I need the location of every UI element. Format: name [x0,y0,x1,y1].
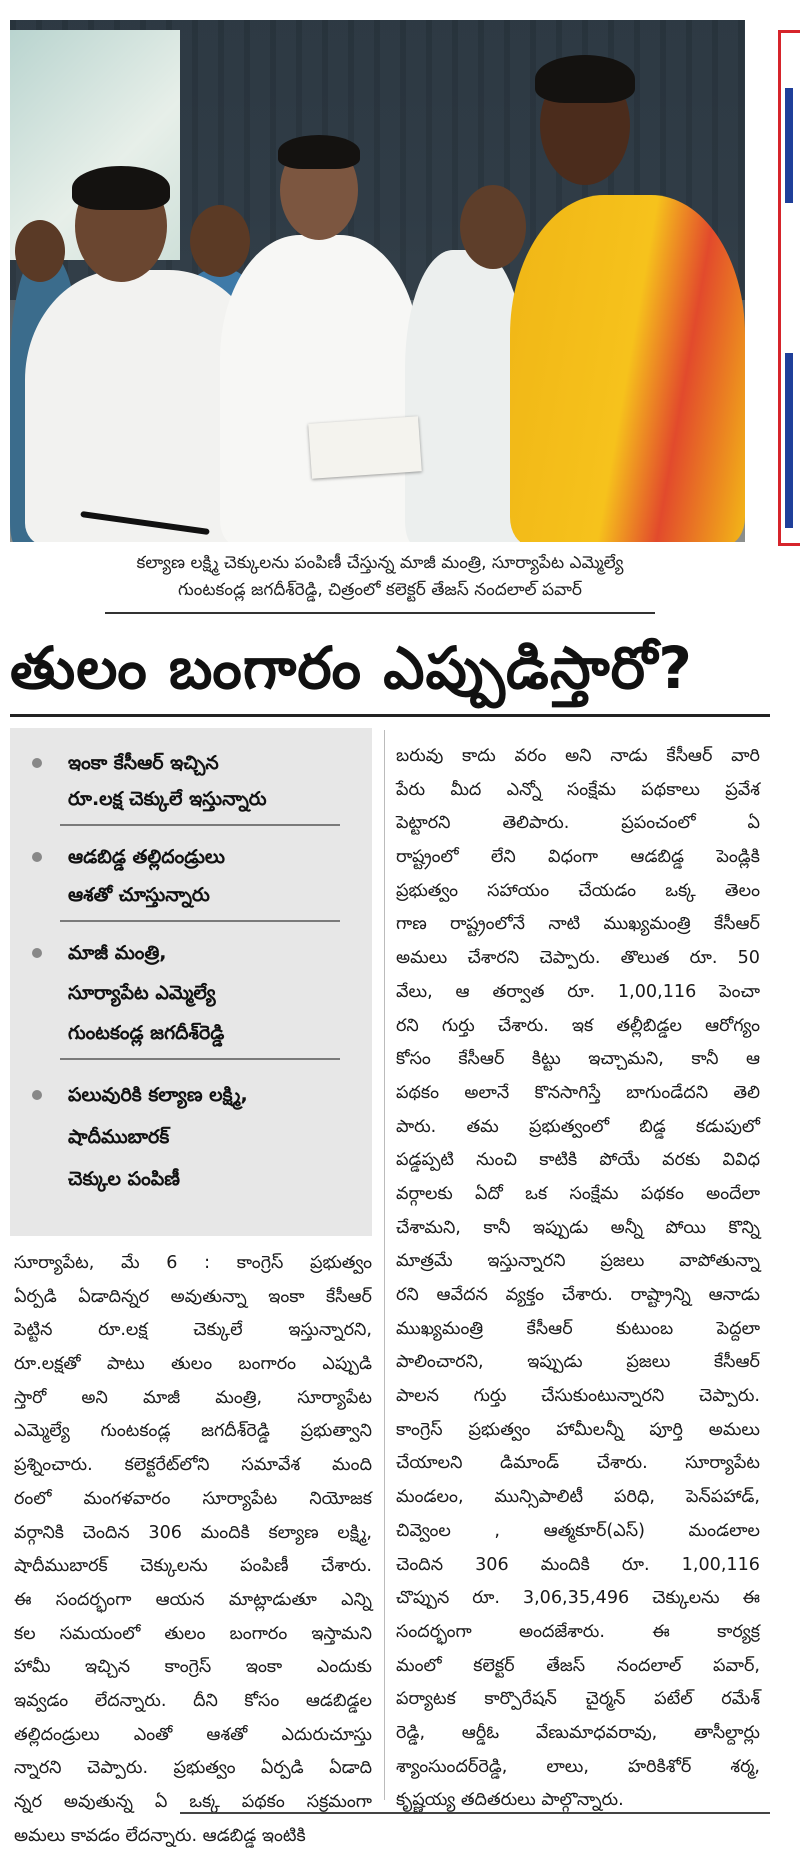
body-text-line: కృష్ణయ్య తదితరులు పాల్గొన్నారు. [396,1790,624,1811]
highlight-separator [60,824,340,826]
body-text-line: పెట్టిన రూ.లక్ష చెక్కులే ఇస్తున్నారని, [14,1320,372,1341]
highlights-box [10,728,372,1236]
adjacent-article-blue-block [785,88,793,203]
body-text-line: రాష్ట్రంలో లేని విధంగా ఆడబిడ్డ పెండ్లికి [396,847,760,868]
caption-underline [105,612,655,614]
body-text-line: పాలించారని, ఇప్పుడు ప్రజలు కేసీఆర్ [396,1352,760,1373]
body-text-line: వర్గాలకు ఏదో ఒక సంక్షేమ పథకం అందేలా [396,1183,760,1204]
photo-caption-line: కల్యాణ లక్ష్మి చెక్కులను పంపిణీ చేస్తున్న మాజీ మంత్రి, సూర్యాపేట ఎమ్మెల్యే [136,553,624,573]
body-text-line: ప్రశ్నించారు. కలెక్టరేట్‌లోని సమావేశ మంది [14,1455,372,1476]
body-text-line: పర్యాటక కార్పొరేషన్ చైర్మన్ పటేల్ రమేశ్ [396,1689,760,1710]
photo-minister-hair [72,166,170,210]
body-text-line: రంలో మంగళవారం సూర్యాపేట నియోజక [14,1488,372,1509]
article-bottom-rule [180,1812,770,1814]
body-text-line: స్తారో అని మాజీ మంత్రి, సూర్యాపేట [14,1387,372,1408]
photo-woman-yellow-saree [510,195,745,542]
body-text-line: వర్గానికి చెందిన 306 మందికి కల్యాణ లక్ష్మి, [14,1522,372,1543]
body-text-line: మంలో కలెక్టర్ తేజస్ నందలాల్ పవార్, [396,1655,760,1676]
adjacent-article-frame [778,30,800,546]
photo-collector [220,235,420,542]
body-text-line: పథకం అలానే కొనసాగిస్తే బాగుండేదని తెలి [396,1082,760,1103]
body-text-line: ఈ సందర్భంగా ఆయన మాట్లాడుతూ ఎన్ని [14,1589,372,1610]
highlight-line: సూర్యాపేట ఎమ్మెల్యే [68,982,216,1004]
body-text-line: రని గుర్తు చేశారు. ఇక తల్లీబిడ్డల ఆరోగ్యం [396,1015,760,1036]
body-text-line: మండలం, మున్సిపాలిటీ పరిధి, పెన్‌పహాడ్, [396,1487,760,1508]
photo-collector-hair [278,135,360,169]
photo-official [405,250,525,542]
body-text-line: రెడ్డి, ఆర్డీఓ వేణుమాధవరావు, తాసీల్దార్లు [396,1722,760,1743]
body-text-line: పెట్టారని తెలిపారు. ప్రపంచంలో ఏ [396,813,760,834]
photo-person-far-left-head [15,220,65,282]
body-text-line: న్నారని చెప్పారు. ప్రభుత్వం ఏర్పడి ఏడాది [14,1758,372,1779]
headline-rule [10,714,770,717]
body-text-line: పడ్డప్పటి నుంచి కాటికి పోయే వరకు వివిధ [396,1150,760,1171]
highlight-separator [60,920,340,922]
body-text-line: అమలు చేశారని చెప్పారు. తొలుత రూ. 50 [396,948,760,969]
body-text-line: ప్రభుత్వం సహాయం చేయడం ఒక్క తెలం [396,880,760,901]
photo-person-blue-shirt-head [190,205,250,277]
highlight-line: ఇంకా కేసీఆర్ ఇచ్చిన [68,752,219,774]
body-text-line: చేశామని, కానీ ఇప్పుడు అన్నీ పోయి కొన్ని [396,1217,760,1238]
photo-official-head [460,185,526,269]
adjacent-article-blue-block [785,353,793,528]
body-text-line: గాణ రాష్ట్రంలోనే నాటి ముఖ్యమంత్రి కేసీఆర్ [396,914,760,935]
article-body-right-column [396,740,760,1818]
body-text-line: తల్లిదండ్రులు ఎంతో ఆశతో ఎదురుచూస్తు [14,1724,372,1745]
body-text-line: ముఖ్యమంత్రి కేసీఆర్ కుటుంబ పెద్దలా [396,1318,760,1339]
body-text-line: చొప్పున రూ. 3,06,35,496 చెక్కులను ఈ [396,1588,760,1609]
body-text-line: ఏర్పడి ఏడాదిన్నర అవుతున్నా ఇంకా కేసీఆర్ [14,1286,372,1307]
body-text-line: కోసం కేసీఆర్ కిట్టు ఇచ్చామని, కానీ ఆ [396,1049,760,1070]
article-body-left-column [14,1247,372,1853]
body-text-line: పేరు మీద ఎన్నో సంక్షేమ పథకాలు ప్రవేశ [396,779,760,800]
article-headline: తులం బంగారం ఎప్పుడిస్తారో? [10,634,693,702]
body-text-line: న్నర అవుతున్న ఏ ఒక్క పథకం సక్రమంగా [14,1792,372,1812]
body-text-line: కాంగ్రెస్ ప్రభుత్వం హామీలన్నీ పూర్తి అమలు [396,1419,760,1440]
highlight-line: పలువురికి కల్యాణ లక్ష్మి, [68,1084,248,1106]
body-text-line: రని ఆవేదన వ్యక్తం చేశారు. రాష్ట్రాన్ని ఆనాడు [396,1285,760,1305]
highlight-line: మాజీ మంత్రి, [68,942,167,964]
bullet-icon [32,852,42,862]
highlight-line: గుంటకండ్ల జగదీశ్‌రెడ్డి [68,1022,225,1044]
body-text-line: కల సమయంలో తులం బంగారం ఇస్తామని [14,1623,372,1644]
highlight-line: రూ.లక్ష చెక్కులే ఇస్తున్నారు [68,788,267,810]
body-text-line: అమలు కావడం లేదన్నారు. ఆడబిడ్డ ఇంటికి [14,1825,306,1846]
highlight-line: ఆడబిడ్డ తల్లిదండ్రులు [68,846,225,868]
news-photo [10,20,745,542]
body-text-line: మాత్రమే ఇస్తున్నారని ప్రజలు వాపోతున్నా [396,1251,760,1272]
highlight-line: షాదీముబారక్ [68,1126,170,1148]
body-text-line: రూ.లక్షతో పాటు తులం బంగారం ఎప్పుడి [14,1354,372,1375]
body-text-line: సూర్యాపేట, మే 6 : కాంగ్రెస్ ప్రభుత్వం [14,1253,372,1273]
body-text-line: చెందిన 306 మందికి రూ. 1,00,116 [396,1554,760,1575]
body-text-line: చివ్వెంల , ఆత్మకూర్(ఎస్) మండలాల [396,1520,760,1541]
body-text-line: షాదీముబారక్ చెక్కులను పంపిణీ చేశారు. [14,1556,372,1577]
photo-cheque [308,416,422,479]
photo-caption-line: గుంటకండ్ల జగదీశ్‌రెడ్డి, చిత్రంలో కలెక్టర్ తేజస్ నందలాల్ పవార్ [177,580,582,600]
body-text-line: బరువు కాదు వరం అని నాడు కేసీఆర్ వారి [396,746,760,766]
body-text-line: పారు. తమ ప్రభుత్వంలో బిడ్డ కడుపులో [396,1116,760,1137]
highlight-line: చెక్కుల పంపిణీ [68,1168,180,1190]
body-text-line: చేయాలని డిమాండ్ చేశారు. సూర్యాపేట [396,1453,760,1474]
bullet-icon [32,948,42,958]
body-text-line: శ్యాంసుందర్‌రెడ్డి, లాలు, హరికిశోర్ శర్మ, [396,1756,760,1777]
body-text-line: ఇవ్వడం లేదన్నారు. దీని కోసం ఆడబిడ్డల [14,1690,372,1711]
photo-caption [30,550,730,604]
bullet-icon [32,1090,42,1100]
body-text-line: ఎమ్మెల్యే గుంటకండ్ల జగదీశ్‌రెడ్డి ప్రభుత్వాని [14,1421,372,1442]
highlight-line: ఆశతో చూస్తున్నారు [68,884,210,906]
column-divider [384,730,385,1800]
body-text-line: హామీ ఇచ్చిన కాంగ్రెస్ ఇంకా ఎందుకు [14,1657,372,1678]
body-text-line: సందర్భంగా అందజేశారు. ఈ కార్యక్ర [396,1621,760,1642]
photo-woman-hair [535,55,635,103]
bullet-icon [32,758,42,768]
body-text-line: వేలు, ఆ తర్వాత రూ. 1,00,116 పెంచా [396,981,760,1002]
body-text-line: పాలన గుర్తు చేసుకుంటున్నారని చెప్పారు. [396,1386,760,1407]
highlight-separator [60,1058,340,1060]
